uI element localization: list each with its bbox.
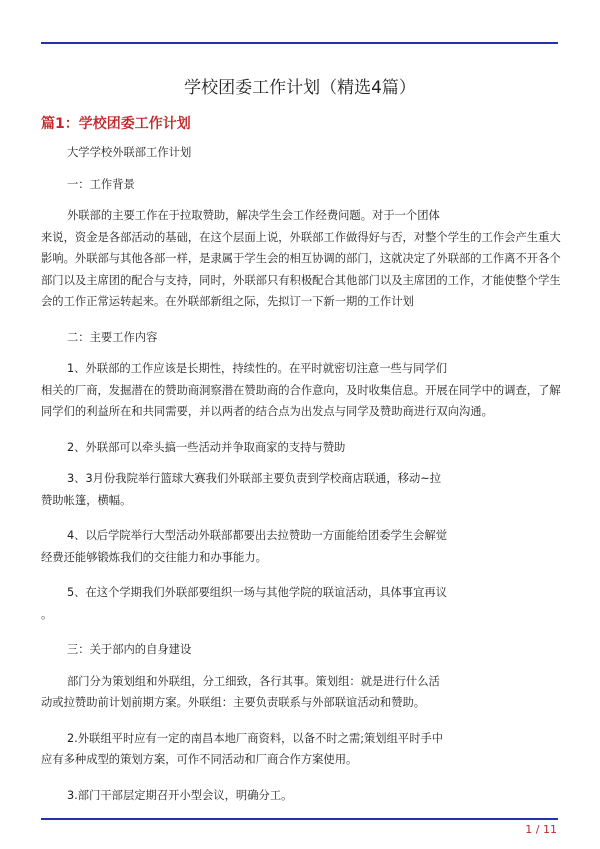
body-paragraph: 3、3月份我院举行篮球大赛我们外联部主要负责到学校商店联通，移动~拉 赞助帐篷，横幅。 (41, 472, 442, 507)
body-paragraph: 2、外联部可以牵头搞一些活动并争取商家的支持与赞助 (67, 440, 346, 454)
page-number: 1 / 11 (525, 823, 557, 836)
document-title: 学校团委工作计划（精选4篇） (184, 78, 416, 98)
body-paragraph: 5、在这个学期我们外联部要组织一场与其他学院的联谊活动，具体事宜再议 。 (41, 586, 447, 621)
body-paragraph: 三：关于部内的自身建设 (67, 643, 192, 656)
body-paragraph: 2.外联组平时应有一定的南昌本地厂商资料，以备不时之需;策划组平时手中 应有多种成型的策划方案，可作不同活动和厂商合作方案使用。 (41, 731, 444, 766)
body-paragraph: 4、以后学院举行大型活动外联部都要出去拉赞助一方面能给团委学生会解觉 经费还能够锻炼我们的交往能力和办事能力。 (41, 529, 447, 564)
body-paragraph: 大学学校外联部工作计划 (67, 146, 192, 159)
body-paragraph: 外联部的主要工作在于拉取赞助，解决学生会工作经费问题。对于一个团体 来说，资金是各部活动的基础，在这个层面上说，外联部工作做得好与否，对整个学生的工作会产生重大影响。外联部与其他各部一样，是隶属于学生会的相互协调的部门，这就决定了外联部的工作离不开各个部门以及主席团的配合与支持，同时，外联部只有积极配合其他部门以及主席团的工作，才能使整个学生会的工作正常运转起来。在外联部新组之际，先拟订一下新一期的工作计划 (41, 209, 561, 308)
body-paragraph: 部门分为策划组和外联组，分工细致，各行其事。策划组：就是进行什么活 动或拉赞助前计划前期方案。外联组：主要负责联系与外部联谊活动和赞助。 (41, 674, 440, 709)
body-paragraph: 一：工作背景 (67, 177, 135, 191)
footer-rule (41, 818, 558, 820)
body-paragraph: 1、外联部的工作应该是长期性，持续性的。在平时就密切注意一些与同学们 相关的厂商，发掘潜在的赞助商洞察潜在赞助商的合作意向，及时收集信息。开展在同学中的调查，了解同学们的利益所在和共同需要，并以两者的结合点为出发点与同学及赞助商进行双向沟通。 (41, 362, 561, 418)
body-paragraph: 3.部门干部层定期召开小型会议，明确分工。 (67, 788, 293, 802)
body-paragraph: 二：主要工作内容 (67, 330, 158, 344)
document-body (41, 142, 561, 820)
header-rule (41, 42, 558, 44)
section-heading: 篇1：学校团委工作计划 (41, 116, 191, 132)
